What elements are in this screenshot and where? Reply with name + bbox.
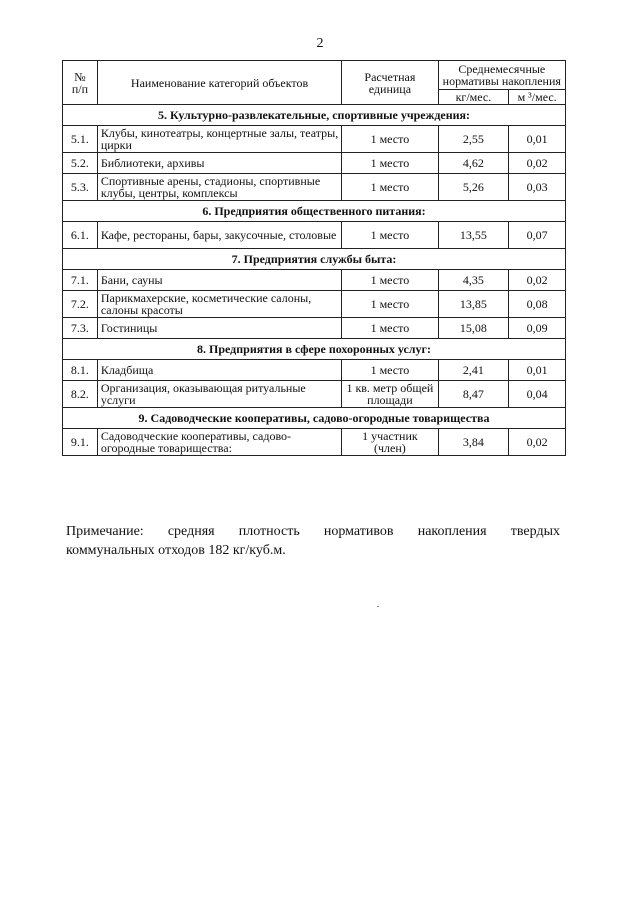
cell-kg: 4,35 — [438, 270, 509, 291]
cell-num: 7.1. — [63, 270, 98, 291]
cell-unit: 1 место — [342, 126, 438, 153]
section-header — [63, 201, 566, 222]
cell-name: Организация, оказывающая ритуальные услуги — [97, 381, 341, 408]
cell-kg: 3,84 — [438, 429, 509, 456]
cell-kg: 13,55 — [438, 222, 509, 249]
table-row — [63, 360, 566, 381]
note-line-2: коммунальных отходов 182 кг/куб.м. — [66, 543, 286, 558]
cell-num: 8.2. — [63, 381, 98, 408]
table-row — [63, 174, 566, 201]
table-row — [63, 222, 566, 249]
cell-unit: 1 кв. метр общей площади — [342, 381, 438, 408]
cell-m3: 0,02 — [509, 429, 566, 456]
table-row — [63, 270, 566, 291]
cell-name: Садоводческие кооперативы, садово-огородные товарищества: — [97, 429, 341, 456]
cell-m3: 0,01 — [509, 360, 566, 381]
section-header — [63, 249, 566, 270]
cell-num: 7.2. — [63, 291, 98, 318]
cell-kg: 2,41 — [438, 360, 509, 381]
table-row — [63, 291, 566, 318]
header-m3: м ³/мес. — [509, 90, 566, 105]
cell-kg: 13,85 — [438, 291, 509, 318]
page-number: 2 — [316, 36, 324, 51]
cell-name: Кладбища — [97, 360, 341, 381]
header-num: № п/п — [63, 61, 98, 105]
cell-unit: 1 место — [342, 318, 438, 339]
cell-m3: 0,02 — [509, 270, 566, 291]
cell-name: Гостиницы — [97, 318, 341, 339]
cell-num: 5.1. — [63, 126, 98, 153]
cell-num: 7.3. — [63, 318, 98, 339]
norms-table — [62, 60, 566, 456]
cell-m3: 0,01 — [509, 126, 566, 153]
cell-m3: 0,04 — [509, 381, 566, 408]
table-row — [63, 153, 566, 174]
cell-unit: 1 участник (член) — [342, 429, 438, 456]
cell-m3: 0,09 — [509, 318, 566, 339]
table-row — [63, 318, 566, 339]
section-header — [63, 339, 566, 360]
section-header — [63, 105, 566, 126]
cell-name: Спортивные арены, стадионы, спортивные клубы, центры, комплексы — [97, 174, 341, 201]
header-norms: Среднемесячные нормативы накопления — [438, 61, 565, 90]
section-header — [63, 408, 566, 429]
cell-name: Кафе, рестораны, бары, закусочные, столовые — [97, 222, 341, 249]
section-title: 6. Предприятия общественного питания: — [63, 201, 566, 222]
cell-name: Клубы, кинотеатры, концертные залы, театры, цирки — [97, 126, 341, 153]
cell-unit: 1 место — [342, 222, 438, 249]
section-title: 9. Садоводческие кооперативы, садово-огородные товарищества — [63, 408, 566, 429]
cell-num: 5.2. — [63, 153, 98, 174]
header-kg: кг/мес. — [438, 90, 509, 105]
cell-kg: 8,47 — [438, 381, 509, 408]
cell-name: Бани, сауны — [97, 270, 341, 291]
section-title: 8. Предприятия в сфере похоронных услуг: — [63, 339, 566, 360]
section-title: 5. Культурно-развлекательные, спортивные учреждения: — [63, 105, 566, 126]
table-row — [63, 429, 566, 456]
cell-num: 8.1. — [63, 360, 98, 381]
cell-m3: 0,02 — [509, 153, 566, 174]
cell-num: 6.1. — [63, 222, 98, 249]
cell-kg: 4,62 — [438, 153, 509, 174]
table-row — [63, 126, 566, 153]
cell-unit: 1 место — [342, 270, 438, 291]
cell-unit: 1 место — [342, 153, 438, 174]
scan-speck — [377, 606, 379, 607]
cell-num: 5.3. — [63, 174, 98, 201]
cell-unit: 1 место — [342, 360, 438, 381]
cell-unit: 1 место — [342, 174, 438, 201]
cell-kg: 2,55 — [438, 126, 509, 153]
cell-m3: 0,07 — [509, 222, 566, 249]
note-line-1: Примечание: средняя плотность нормативов накопления твердых — [66, 524, 560, 539]
cell-kg: 5,26 — [438, 174, 509, 201]
note — [66, 522, 560, 560]
cell-m3: 0,03 — [509, 174, 566, 201]
cell-num: 9.1. — [63, 429, 98, 456]
cell-m3: 0,08 — [509, 291, 566, 318]
header-unit: Расчетная единица — [342, 61, 438, 105]
section-title: 7. Предприятия службы быта: — [63, 249, 566, 270]
cell-name: Парикмахерские, косметические салоны, салоны красоты — [97, 291, 341, 318]
cell-unit: 1 место — [342, 291, 438, 318]
header-name: Наименование категорий объектов — [97, 61, 341, 105]
cell-name: Библиотеки, архивы — [97, 153, 341, 174]
cell-kg: 15,08 — [438, 318, 509, 339]
table-row — [63, 381, 566, 408]
